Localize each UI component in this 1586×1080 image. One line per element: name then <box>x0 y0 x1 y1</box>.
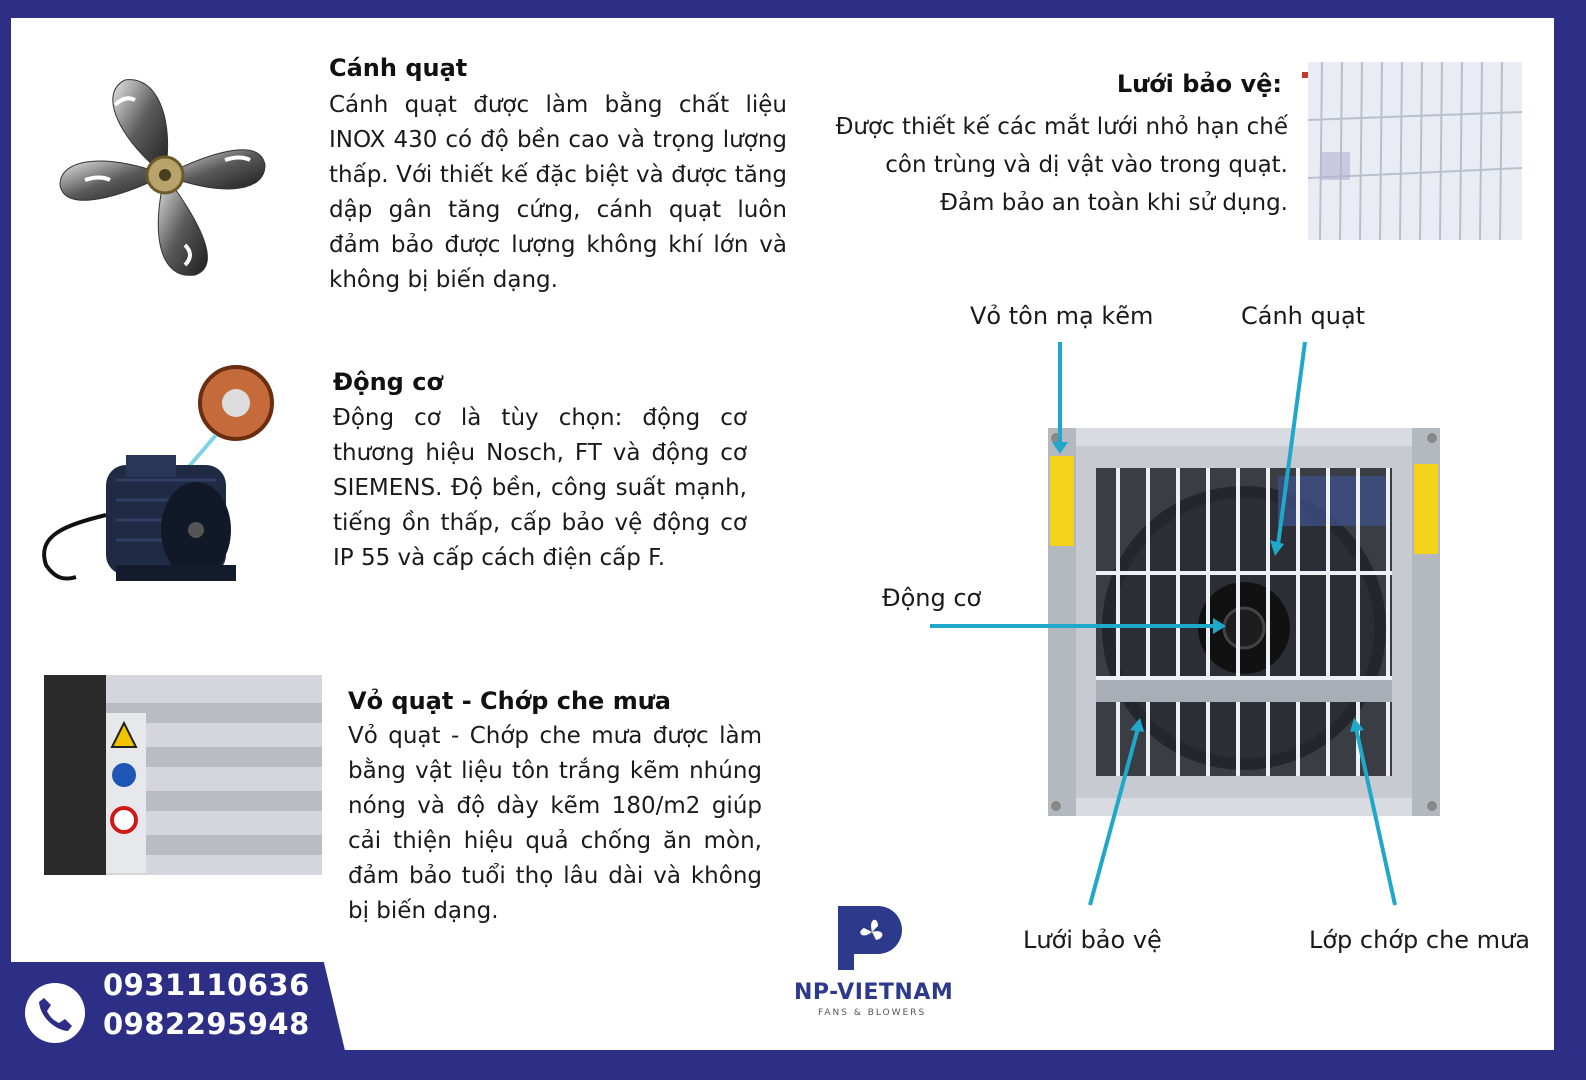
guard-title: Lưới bảo vệ: <box>1116 70 1282 98</box>
housing-image <box>44 675 322 875</box>
callout-lines <box>880 330 1410 920</box>
brand-tagline: FANS & BLOWERS <box>818 1008 927 1018</box>
housing-title: Vỏ quạt - Chớp che mưa <box>348 687 671 715</box>
brand-name: NP-VIETNAM <box>794 980 954 1005</box>
fan-blade-title: Cánh quạt <box>329 54 468 82</box>
callout-guard: Lưới bảo vệ <box>1023 926 1162 954</box>
callout-galvanized-shell: Vỏ tôn mạ kẽm <box>970 302 1154 330</box>
callout-fan-blade: Cánh quạt <box>1241 302 1366 330</box>
phone-number-2[interactable]: 0982295948 <box>103 1007 310 1041</box>
motor-description: Động cơ là tùy chọn: động cơ thương hiệu Nosch, FT và động cơ SIEMENS. Độ bền, công suất mạnh, tiếng ồn thấp, cấp bảo vệ động cơ IP 55 và cấp cách điện cấp F. <box>333 405 747 571</box>
motor-title: Động cơ <box>333 368 443 396</box>
motor-image <box>36 365 296 605</box>
fan-blade-description: Cánh quạt được làm bằng chất liệu INOX 430 có độ bền cao và trọng lượng thấp. Với thiết kế đặc biệt và được tăng dập gân tăng cứng, cánh quạt luôn đảm bảo được lượng không khí lớn và không bị biến dạng. <box>329 92 787 293</box>
phone-number-1[interactable]: 0931110636 <box>103 968 310 1002</box>
callout-motor: Động cơ <box>882 584 982 612</box>
phone-icon[interactable] <box>24 982 86 1044</box>
guard-image <box>1302 62 1522 240</box>
brand-logo-icon <box>838 906 902 970</box>
callout-shutter: Lớp chớp che mưa <box>1309 926 1530 954</box>
housing-description: Vỏ quạt - Chớp che mưa được làm bằng vật liệu tôn trắng kẽm nhúng nóng và độ dày kẽm 180/m2 giúp cải thiện hiệu quả chống ăn mòn, đảm bảo tuổi thọ lâu dài và không bị biến dạng. <box>348 723 762 924</box>
fan-blade-image <box>40 55 290 295</box>
guard-description: Được thiết kế các mắt lưới nhỏ hạn chế côn trùng và dị vật vào trong quạt. Đảm bảo an toàn khi sử dụng. <box>835 114 1288 216</box>
